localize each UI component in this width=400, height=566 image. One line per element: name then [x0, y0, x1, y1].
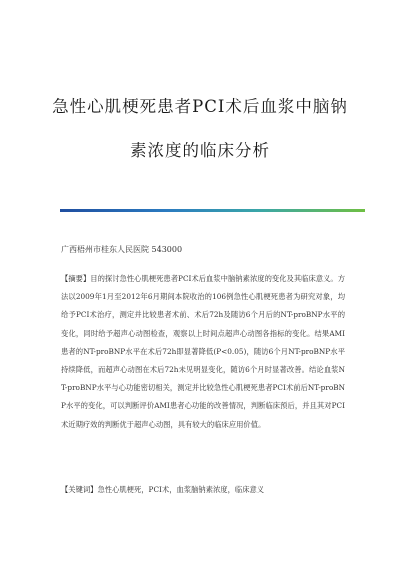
abstract-text: 目的探讨急性心肌梗死患者PCI术后血浆中脑钠素浓度的变化及其临床意义。方法以2009年1月至2012年6月期间本院收治的106例急性心肌梗死患者为研究对象，均给予PCI术治疗，测定并比较患者术前、术后72h及随访6个月后的NT-proBNP水平的变化，同时给予超声心动图检查，观察以上时间点超声心动图各指标的变化。结果AMI患者的NT-proBNP水平在术后72h即显著降低(P<0.05)，随访6个月NT-proBNP水平持续降低，而超声心动图在术后72h未见明显变化，随访6个月时显著改善。结论血浆NT-proBNP水平与心功能密切相关，测定并比较急性心肌梗死患者PCI术前后NT-proBNP水平的变化，可以判断评价AMI患者心功能的改善情况，判断临床预后，并且其对PCI术近期疗效的判断优于超声心动图，具有较大的临床应用价值。: [61, 274, 346, 429]
paper-title-line-2: 素浓度的临床分析: [130, 141, 270, 160]
title-divider: [60, 209, 365, 212]
paper-title-line-1: 急性心肌梗死患者PCI术后血浆中脑钠: [52, 97, 348, 116]
author-affiliation: 广西梧州市桂东人民医院 543000: [61, 245, 183, 254]
keywords-paragraph: [61, 481, 345, 499]
keywords-label: 【关键词】: [61, 485, 98, 494]
abstract-label: 【摘要】: [61, 274, 91, 283]
abstract-paragraph: [61, 270, 345, 434]
keywords-text: 急性心肌梗死，PCI术，血浆脑钠素浓度，临床意义: [97, 485, 265, 494]
